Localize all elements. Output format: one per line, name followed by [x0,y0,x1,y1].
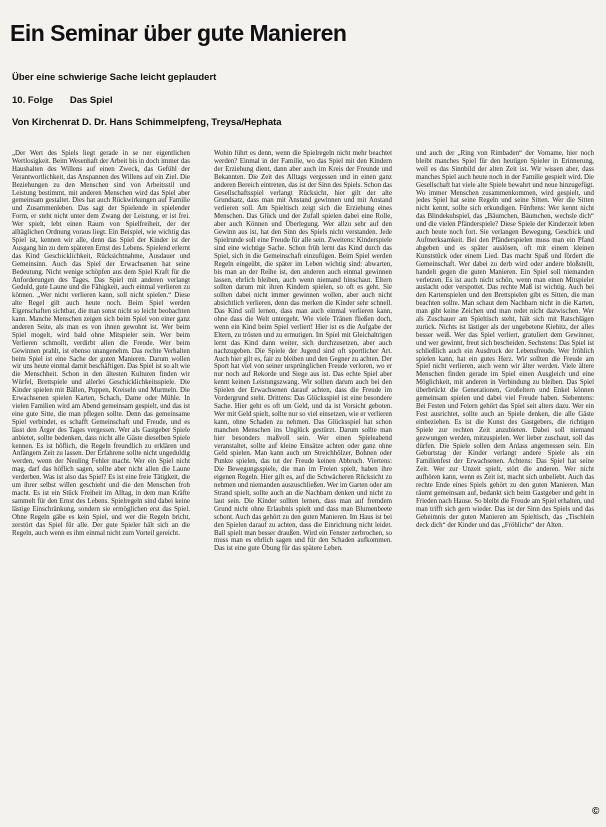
text-column-1 [12,150,190,818]
author-byline: Von Kirchenrat D. Dr. Hans Schimmelpfeng, Treysa/Hephata [12,117,282,128]
article-subtitle: Über eine schwierige Sache leicht geplaudert [12,72,217,83]
episode-number: 10. Folge [12,95,54,106]
episode-title: Das Spiel [69,95,113,106]
article-title: Ein Seminar über gute Manieren [10,20,347,46]
episode-line [12,95,572,106]
end-mark-icon: © [592,806,600,817]
text-column-2 [214,150,392,818]
column-2-text: Wohin führt es denn, wenn die Spielregeln nicht mehr beachtet werden? Einmal in der Familie, wo das Spiel mit den Kindern der Erziehung dient, dann aber auch im Kreis der Freunde und Bekannten. Die Zeit des Alltags vergessen und in einen ganz anderen Bereich eintreten, das ist der Sinn des Spiels. Schon das Gesellschaftsspiel verlangt Rücksicht, hier gilt der alte Grundsatz, dass man mit Anstand gewinnen und mit Anstand verlieren soll. Am Spieltisch zeigt sich die Erziehung eines Menschen. Das Glück und der Zufall spielen dabei eine Rolle, aber auch Können und Überlegung. Wer allzu sehr auf den Gewinn aus ist, hat den Sinn des Spiels nicht verstanden. Jede Spielrunde soll eine Freude für alle sein. Zweitens: Kinderspiele sind eine wichtige Sache. Schon früh lernt das Kind durch das Spiel, sich in die Gemeinschaft einzufügen. Beim Spiel werden Regeln eingeübt, die später im Leben wichtig sind: abwarten, bis man an der Reihe ist, den anderen auch einmal gewinnen lassen, ehrlich bleiben, auch wenn niemand hinschaut. Eltern sollten darum mit ihren Kindern spielen, so oft es geht. Sie sollten dabei nicht immer gewinnen wollen, aber auch nicht absichtlich verlieren, denn das merken die Kinder sehr schnell. Das Kind soll lernen, dass man auch einmal verlieren kann, ohne dass die Welt untergeht. Wie viele Tränen fließen doch, wenn ein Kind beim Spiel verliert! Hier ist es die Aufgabe der Eltern, zu trösten und zu ermutigen. Im Spiel mit Gleichaltrigen lernt das Kind dann weiter, sich durchzusetzen, aber auch nachzugeben. Die Spiele der Jugend sind oft sportlicher Art. Auch hier gilt es, fair zu bleiben und den Gegner zu achten. Der Sport hat viel von seiner ursprünglichen Freude verloren, wo er nur noch auf Rekorde und Siege aus ist. Das echte Spiel aber kennt keinen Leistungszwang. Wir sollten darum auch bei den Spielen der Erwachsenen darauf achten, dass die Freude im Vordergrund steht. Drittens: Das Glücksspiel ist eine besondere Sache. Hier geht es oft um Geld, und da ist Vorsicht geboten. Wer mit Geld spielt, sollte nur so viel einsetzen, wie er verlieren kann, ohne Schaden zu nehmen. Das Glücksspiel hat schon manchen Menschen ins Unglück gestürzt. Darum sollte man hier besonders maßvoll sein. Wer einen Spieleabend veranstaltet, sollte auf kleine Einsätze achten oder ganz ohne Geld spielen. Man kann auch um Streichhölzer, Bohnen oder Punkte spielen, das tut der Freude keinen Abbruch. Viertens: Die Bewegungsspiele, die man im Freien spielt, haben ihre eigenen Regeln. Hier gilt es, auf die Schwächeren Rücksicht zu nehmen und niemanden auszuschließen. Wer im Garten oder am Strand spielt, sollte auch an die Nachbarn denken und nicht zu laut sein. Die Kinder sollten lernen, dass man auf fremdem Grund nicht ohne Erlaubnis spielt und dass man Blumenbeete schont. Auch das gehört zu den guten Manieren. Im Haus ist bei den Spielen darauf zu achten, dass die Einrichtung nicht leidet. Ball spielt man besser draußen. Wird ein Fenster zerbrochen, so muss man es ehrlich sagen und für den Schaden aufkommen. Das ist eine gute Übung für das spätere Leben. [214,150,392,553]
text-column-3 [416,150,594,818]
column-1-text: „Der Wert des Spiels liegt gerade in se ner eigentlichen Wertlosigkeit. Beim Wesenhaft der Arbeit bis in doch immer das Haushalten des Willens auf einen Zweck, das Gefühl der Verantwortlichkeit, das Anspannen des Willens auf ein Ziel. Die Beziehungen zu den Menschen sind von Arbeitsstil und Leistung bestimmt, mit anderen Menschen wird das Spiel aber gemeinsam gestaltet. Dies hat auch Rückwirkungen auf Familie und Zusammenleben. Das sagt der Spielende in spielender Form, er steht nicht unter dem Zwang der Leistung, er ist frei. Wer spielt, lebt einen Raum von Spielfreiheit, der der alltäglichen Ordnung voraus liegt. Ein Beispiel, wie wichtig das Spiel ist, kennen wir alle, denn das Spiel der Kinder ist der Ausgang hin zu dem späteren Ernst des Lebens. Spielend erlernt das Kind Geschicklichkeit, Rücksichtnahme, Ausdauer und Gemeinsinn. Auch das Spiel der Erwachsenen hat seine Bedeutung. Nicht wenige schöpfen aus dem Spiel Kraft für die Anforderungen des Tages. Das Spiel mit anderen verlangt Geduld, gute Laune und die Fähigkeit, auch einmal verlieren zu können. „Wer nicht verlieren kann, soll nicht spielen.“ Diese alte Regel gilt auch heute noch. Beim Spiel werden Eigenschaften sichtbar, die man sonst nicht so leicht beobachten kann. Manche Menschen zeigen sich beim Spiel von einer ganz anderen Seite, als man es von ihnen gewohnt ist. Wer beim Spiel mogelt, wird bald ohne Mitspieler sein. Wer beim Verlieren schmollt, verdirbt allen die Freude. Wer beim Gewinnen prahlt, ist ebenso unangenehm. Das rechte Verhalten beim Spiel ist eine Sache der guten Manieren. Darum wollen wir uns heute einmal damit beschäftigen. Das Spiel ist so alt wie die Menschheit. Schon in den ältesten Kulturen finden wir Würfel, Brettspiele und allerlei Geschicklichkeitsspiele. Die Kinder spielen mit Bällen, Puppen, Kreiseln und Murmeln. Die Erwachsenen spielen Karten, Schach, Dame oder Mühle. In vielen Familien wird am Abend gemeinsam gespielt, und das ist eine gute Sitte, die man pflegen sollte. Denn das gemeinsame Spiel verbindet, es schafft Gemeinschaft und Freude, und es lässt den Ärger des Tages vergessen. Wer als Gastgeber Spiele anbietet, sollte bedenken, dass nicht alle Gäste dieselben Spiele kennen. Es ist höflich, die Regeln freundlich zu erklären und Anfängern Zeit zu lassen. Der Erfahrene sollte nicht ungeduldig werden, wenn der Neuling Fehler macht. Wer ein Spiel nicht mag, darf das höflich sagen, sollte aber nicht allen die Laune verderben. Was ist also das Spiel? Es ist eine freie Tätigkeit, die um ihrer selbst willen geschieht und die den Menschen froh macht. Es ist ein Stück Freiheit im Alltag, in dem man Kräfte sammelt für den Ernst des Lebens. Spielregeln sind dabei keine lästige Einschränkung, sondern sie ermöglichen erst das Spiel. Ohne Regeln gäbe es kein Spiel, und wer die Regeln bricht, zerstört das Spiel für alle. Der gute Spieler hält sich an die Regeln, auch wenn es ihm einmal nicht zum Vorteil gereicht. [12,150,190,537]
column-3-text: und auch der „Ring von Rimbaden“ der Vorname, hier noch bleibt manches Spiel für den heutigen Spieler in Erinnerung, weil es das Sinnbild der alten Zeit ist. Wir wissen aber, dass manches Spiel auch heute noch in der Familie gespielt wird. Die Gesellschaft hat viele alte Spiele bewahrt und neue hinzugefügt. Wo immer Menschen zusammenkommen, wird gespielt, und jedes Spiel hat seine Regeln und seine Sitten. Wer die Sitten nicht kennt, sollte sich erkundigen. Fünftens: Wer kennt nicht das Blindekuhspiel, das „Bäumchen, Bäumchen, wechsle dich“ und die vielen Pfänderspiele? Diese Spiele der Kinderzeit leben auch heute noch fort. Sie verlangen Bewegung, Geschick und Aufmerksamkeit. Bei den Pfänderspielen muss man ein Pfand abgeben und es später auslösen, oft mit einem kleinen Kunststück oder einem Lied. Das macht Spaß und fördert die Gemeinschaft. Wer dabei zu derb wird oder andere bloßstellt, handelt gegen die guten Manieren. Ein Spiel soll niemanden verletzen. Es ist auch nicht schön, wenn man einen Mitspieler auslacht oder verspottet. Das rechte Maß ist wichtig. Auch bei den Kartenspielen und den Brettspielen gibt es Sitten, die man beachten sollte. Man schaut dem Nachbarn nicht in die Karten, man gibt keine Zeichen und man redet nicht dazwischen. Wer als Zuschauer am Spieltisch steht, hält sich mit Ratschlägen zurück. Nichts ist lästiger als der ungebetene Kiebitz, der alles besser weiß. Wer das Spiel verliert, gratuliert dem Gewinner, und wer gewinnt, freut sich bescheiden. Sechstens: Das Spiel ist schließlich auch ein Ausdruck der Lebensfreude. Wer fröhlich spielen kann, hat ein gutes Herz. Wir sollten die Freude am Spiel nicht verlieren, auch wenn wir älter werden. Viele ältere Menschen finden gerade im Spiel einen Ausgleich und eine Möglichkeit, mit anderen in Verbindung zu bleiben. Das Spiel überbrückt die Generationen, Großeltern und Enkel können gemeinsam spielen und dabei viel Freude haben. Siebentens: Bei Festen und Feiern gehört das Spiel seit alters dazu. Wer ein Fest ausrichtet, sollte auch an Spiele denken, die alle Gäste einbeziehen. Es ist die Kunst des Gastgebers, die richtigen Spiele zur rechten Zeit anzubieten. Dabei soll niemand gezwungen werden, mitzuspielen. Wer lieber zuschaut, soll das dürfen. Die Spiele sollen dem Anlass angemessen sein. Ein Geburtstag der Kinder verlangt andere Spiele als ein Familienfest der Erwachsenen. Achtens: Das Spiel hat seine Zeit. Wer zur Unzeit spielt, stört die anderen. Wer nicht aufhören kann, wenn es Zeit ist, macht sich unbeliebt. Auch das rechte Ende eines Spiels gehört zu den guten Manieren. Man räumt gemeinsam auf, bedankt sich beim Gastgeber und geht in Frieden nach Hause. So bleibt die Freude am Spiel erhalten, und man trifft sich gern wieder. Das ist der Sinn des Spiels und das Geheimnis der guten Manieren am Spieltisch, das „Tischlein deck dich“ der Kinder und das „Fröhliche“ der Alten. [416,150,594,529]
